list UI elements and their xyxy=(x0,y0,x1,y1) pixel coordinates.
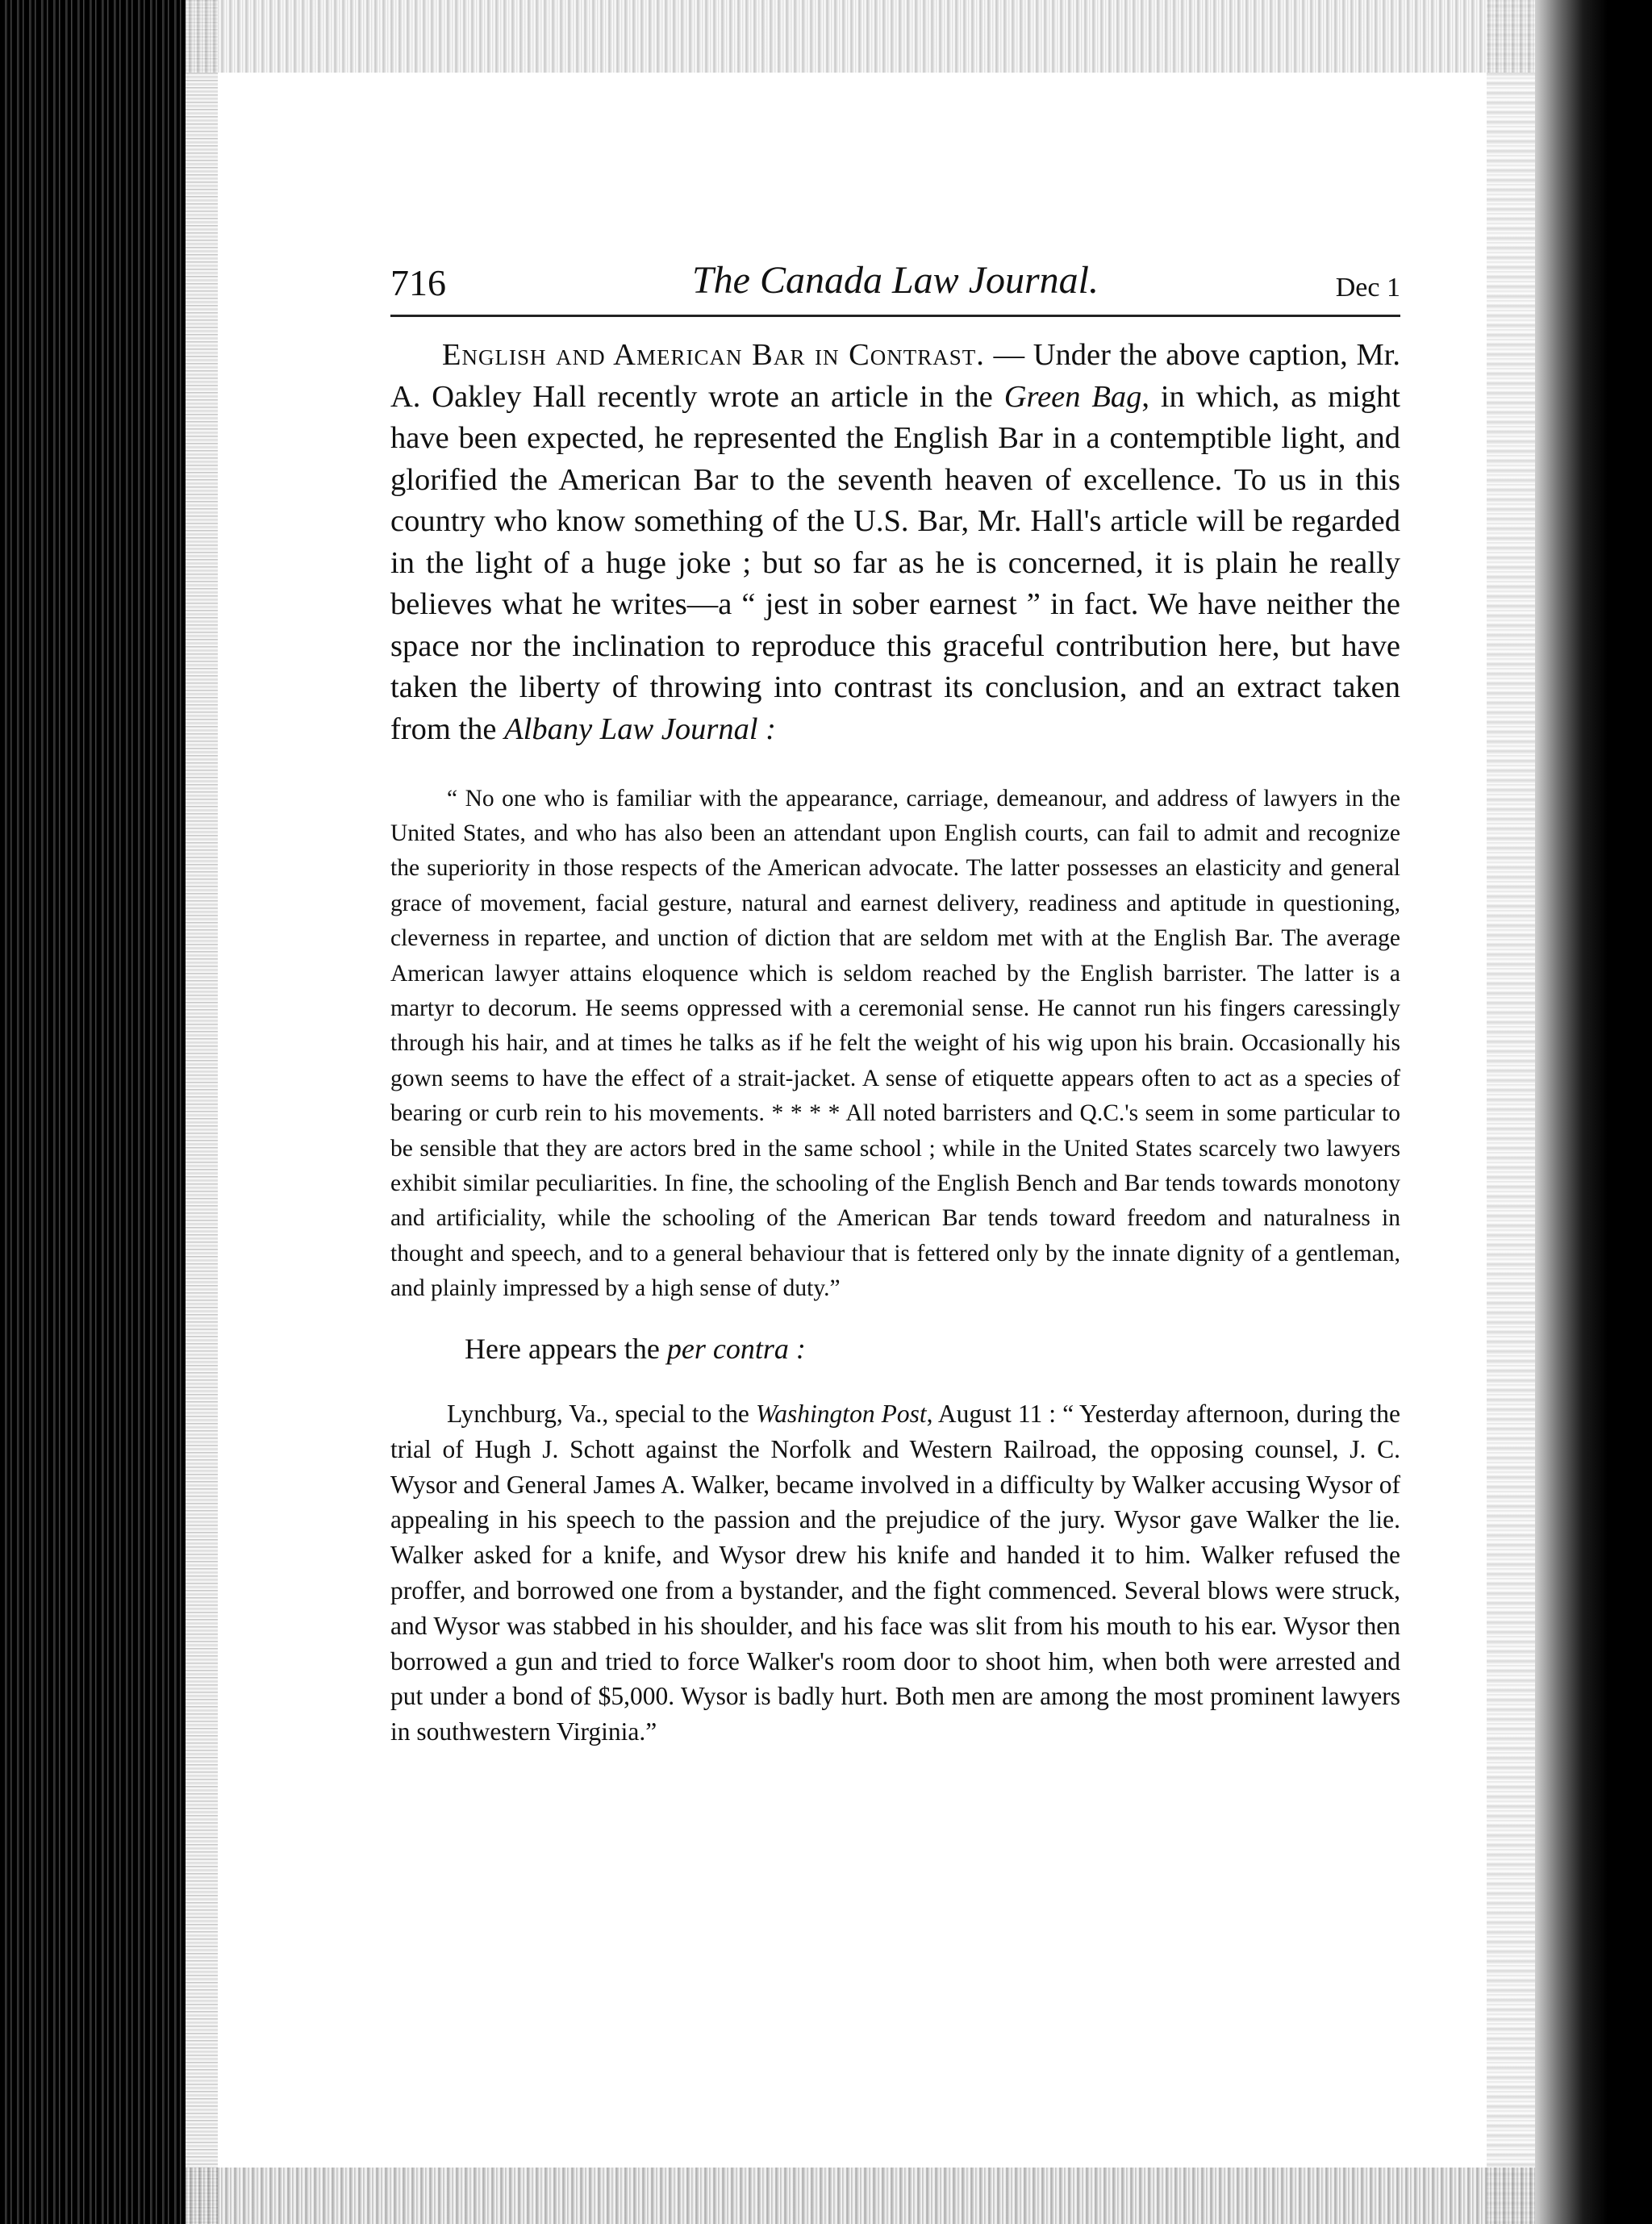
per-contra-line xyxy=(465,1330,1400,1367)
news-text: , August 11 : “ Yesterday afternoon, during the trial of Hugh J. Schott against the Norfolk and Western Railroad, the opposing counsel, J. C. Wysor and General James A. Walker, became involved in a difficulty by Walker accusing Wysor of appealing in his speech to the passion and the prejudice of the jury. Wysor gave Walker the lie. Walker asked for a knife, and Wysor drew his knife and handed it to him. Walker refused the proffer, and borrowed one from a bystander, and the fight commenced. Several blows were struck, and Wysor was stabbed in his shoulder, and his face was slit from his mouth to his ear. Wysor then borrowed a gun and tried to force Walker's room door to shoot him, when both were arrested and put under a bond of $5,000. Wysor is badly hurt. Both men are among the most prominent lawyers in southwestern Virginia.” xyxy=(390,1400,1401,1746)
per-contra-italic: per contra : xyxy=(666,1333,806,1366)
news-text: Lynchburg, Va., special to the xyxy=(447,1400,756,1429)
publication-name: Washington Post xyxy=(755,1400,927,1429)
publication-name: Albany Law Journal : xyxy=(504,711,776,746)
page-edge-shadow xyxy=(1535,0,1652,2224)
page-number: 716 xyxy=(390,262,446,303)
running-header xyxy=(390,258,1400,317)
per-contra-text: Here appears the xyxy=(465,1333,667,1366)
journal-page xyxy=(390,258,1400,1775)
book-spine-shadow xyxy=(0,0,186,2224)
news-extract-paragraph xyxy=(390,1396,1400,1750)
block-quote: “ No one who is familiar with the appearance, carriage, demeanour, and address of lawyers in the United States, and who has also been an attendant upon English courts, can fail to admit and recognize the superiority in those respects of the American advocate. The latter possesses an elasticity and general grace of movement, facial gesture, natural and earnest delivery, readiness and aptitude in questioning, cleverness in repartee, and unction of diction that are seldom met with at the English Bar. The average American lawyer attains eloquence which is seldom reached by the English barrister. The latter is a martyr to decorum. He seems oppressed with a ceremonial sense. He cannot run his fingers caressingly through his hair, and at times he talks as if he felt the weight of his wig upon his brain. Occasionally his gown seems to have the effect of a strait-jacket. A sense of etiquette appears often to act as a species of bearing or curb rein to his movements. * * * * All noted barristers and Q.C.'s seem in some particular to be sensible that they are actors bred in the same school ; while in the United States scarcely two lawyers exhibit similar peculiarities. In fine, the schooling of the English Bench and Bar tends towards monotony and artificiality, while the schooling of the American Bar tends toward freedom and naturalness in thought and speech, and to a general behaviour that is fettered only by the innate dignity of a gentleman, and plainly impressed by a high sense of duty.” xyxy=(390,785,1400,1302)
journal-title: The Canada Law Journal. xyxy=(691,259,1099,302)
article-heading: English and American Bar in Contrast. xyxy=(442,338,985,372)
issue-date: Dec 1 xyxy=(1335,273,1400,303)
scan-noise-bottom xyxy=(186,2168,1535,2224)
intro-paragraph xyxy=(390,335,1400,750)
intro-text: — Under the above caption, Mr. A. Oakley Hall recently wrote an article in the xyxy=(390,338,1401,414)
scan-noise-top xyxy=(186,0,1535,73)
publication-name: Green Bag xyxy=(1003,379,1142,414)
intro-text: , in which, as might have been expected, he represented the English Bar in a contemptible light, and glorified the American Bar to the seventh heaven of excellence. To us in this country who know something of the U.S. Bar, Mr. Hall's article will be regarded in the light of a huge joke ; but so far as he is concerned, it is plain he really believes what he writes—a “ jest in sober earnest ” in fact. We have neither the space nor the inclination to reproduce this graceful contribution here, but have taken the liberty of throwing into contrast its conclusion, and an extract taken from the xyxy=(390,379,1400,746)
